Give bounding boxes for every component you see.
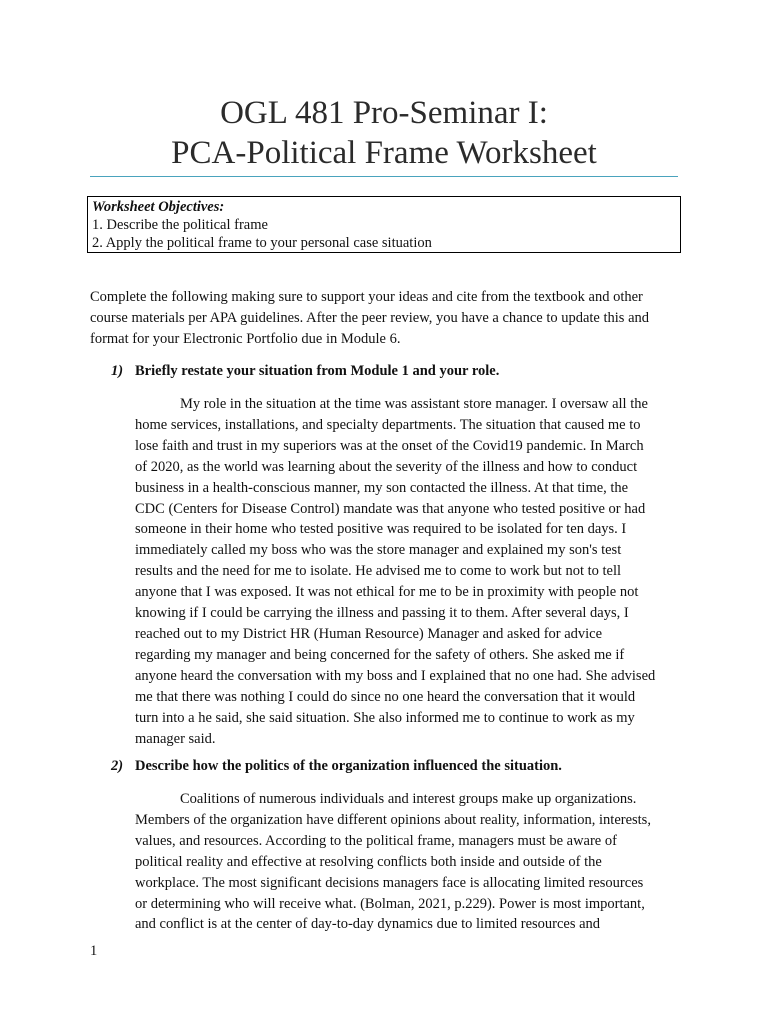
- answer-line: results and the need for me to isolate. He advised me to come to work but not to tell: [135, 563, 622, 580]
- answer-line: anyone heard the conversation with my boss and I explained that no one had. She advised: [135, 667, 656, 684]
- answer-line: manager said.: [135, 730, 216, 747]
- page-number: 1: [90, 943, 98, 959]
- answer-2: [135, 789, 690, 935]
- objectives-box: [87, 196, 681, 253]
- answer-line: regarding my manager and being concerned for the safety of others. She asked me if: [135, 646, 625, 663]
- answer-line: Coalitions of numerous individuals and interest groups make up organizations.: [180, 791, 637, 807]
- objective-item: 1. Describe the political frame: [92, 217, 268, 233]
- answer-line: lose faith and trust in my superiors was at the onset of the Covid19 pandemic. In March: [135, 437, 644, 454]
- intro-line: Complete the following making sure to support your ideas and cite from the textbook and other: [90, 289, 643, 305]
- answer-line: My role in the situation at the time was assistant store manager. I oversaw all the: [180, 396, 648, 412]
- answer-line: immediately called my boss who was the store manager and explained my son's test: [135, 542, 622, 559]
- page-title-line-2: PCA-Political Frame Worksheet: [171, 135, 597, 171]
- page-title-line-1: OGL 481 Pro-Seminar I:: [220, 95, 548, 131]
- answer-line: Members of the organization have different opinions about reality, information, interests,: [135, 811, 651, 828]
- answer-line: CDC (Centers for Disease Control) mandate was that anyone who tested positive or had: [135, 500, 646, 517]
- objective-item: 2. Apply the political frame to your personal case situation: [92, 235, 432, 251]
- answer-line: values, and resources. According to the political frame, managers must be aware of: [135, 832, 617, 849]
- answer-line: knowing if I could be carrying the illness and passing it to them. After several days, I: [135, 605, 629, 622]
- title-divider: [90, 176, 678, 177]
- answer-line: political reality and effective at resolving conflicts both inside and outside of the: [135, 853, 602, 870]
- answer-line: me that there was nothing I could do since no one heard the conversation that it would: [135, 688, 636, 705]
- answer-line: and conflict is at the center of day-to-day dynamics due to limited resources and: [135, 916, 601, 933]
- answer-line: turn into a he said, she said situation. She also informed me to continue to work as my: [135, 709, 635, 726]
- intro-paragraph: [90, 287, 690, 350]
- question-number: 1): [111, 363, 124, 379]
- intro-line: course materials per APA guidelines. After the peer review, you have a chance to update this and: [90, 310, 650, 326]
- question-number: 2): [111, 758, 124, 774]
- answer-line: reached out to my District HR (Human Resource) Manager and asked for advice: [135, 625, 603, 642]
- answer-1: [135, 394, 690, 749]
- answer-line: someone in their home who tested positive was required to be isolated for ten days. I: [135, 521, 627, 538]
- answer-line: workplace. The most significant decisions managers face is allocating limited resources: [135, 874, 644, 891]
- intro-line: format for your Electronic Portfolio due in Module 6.: [90, 331, 401, 347]
- question-text: Describe how the politics of the organization influenced the situation.: [135, 758, 562, 774]
- objectives-heading: Worksheet Objectives:: [92, 199, 225, 215]
- answer-line: or determining who will receive what. (Bolman, 2021, p.229). Power is most important,: [135, 895, 645, 912]
- answer-line: home services, installations, and specialty departments. The situation that caused me to: [135, 416, 641, 433]
- answer-line: of 2020, as the world was learning about the severity of the illness and how to conduct: [135, 458, 638, 475]
- answer-line: business in a health-conscious manner, my son contacted the illness. At that time, the: [135, 479, 629, 496]
- question-text: Briefly restate your situation from Module 1 and your role.: [135, 363, 500, 379]
- answer-line: anyone that I was exposed. It was not ethical for me to be in proximity with people not: [135, 584, 639, 601]
